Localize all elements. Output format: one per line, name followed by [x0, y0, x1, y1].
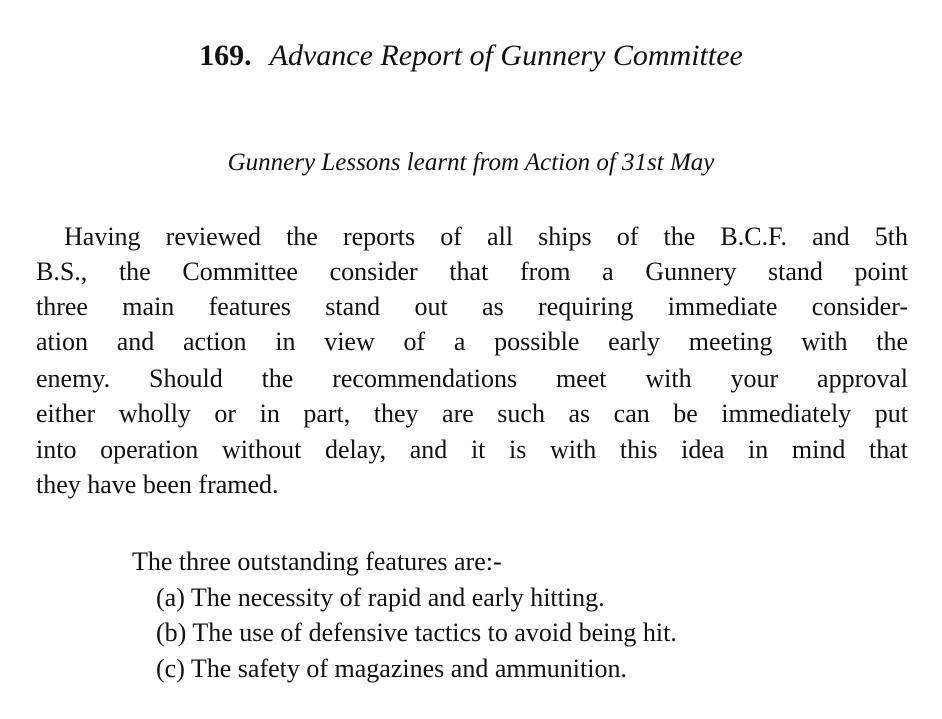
- feature-item: (a) The necessity of rapid and early hitting.: [156, 583, 605, 612]
- paragraph-line: three main features stand out as requiring immediate consider-: [36, 292, 908, 321]
- section-subtitle: Gunnery Lessons learnt from Action of 31st May: [227, 149, 715, 176]
- paragraph-line: enemy. Should the recommendations meet with your approval: [36, 364, 908, 393]
- paragraph-line: either wholly or in part, they are such as can be immediately put: [36, 399, 908, 428]
- paragraph-line: Having reviewed the reports of all ships of the B.C.F. and 5th: [64, 222, 908, 251]
- paragraph-line: they have been framed.: [36, 470, 279, 499]
- features-intro: The three outstanding features are:-: [132, 547, 502, 576]
- section-title: Advance Report of Gunnery Committee: [269, 39, 743, 72]
- feature-item: (c) The safety of magazines and ammunition.: [156, 654, 627, 683]
- paragraph-line: B.S., the Committee consider that from a Gunnery stand point: [36, 257, 908, 286]
- section-number: 169.: [199, 39, 252, 72]
- paragraph-line: into operation without delay, and it is with this idea in mind that: [36, 435, 908, 464]
- section-heading: [0, 36, 942, 76]
- paragraph-line: ation and action in view of a possible early meeting with the: [36, 327, 908, 356]
- feature-item: (b) The use of defensive tactics to avoid being hit.: [156, 618, 677, 647]
